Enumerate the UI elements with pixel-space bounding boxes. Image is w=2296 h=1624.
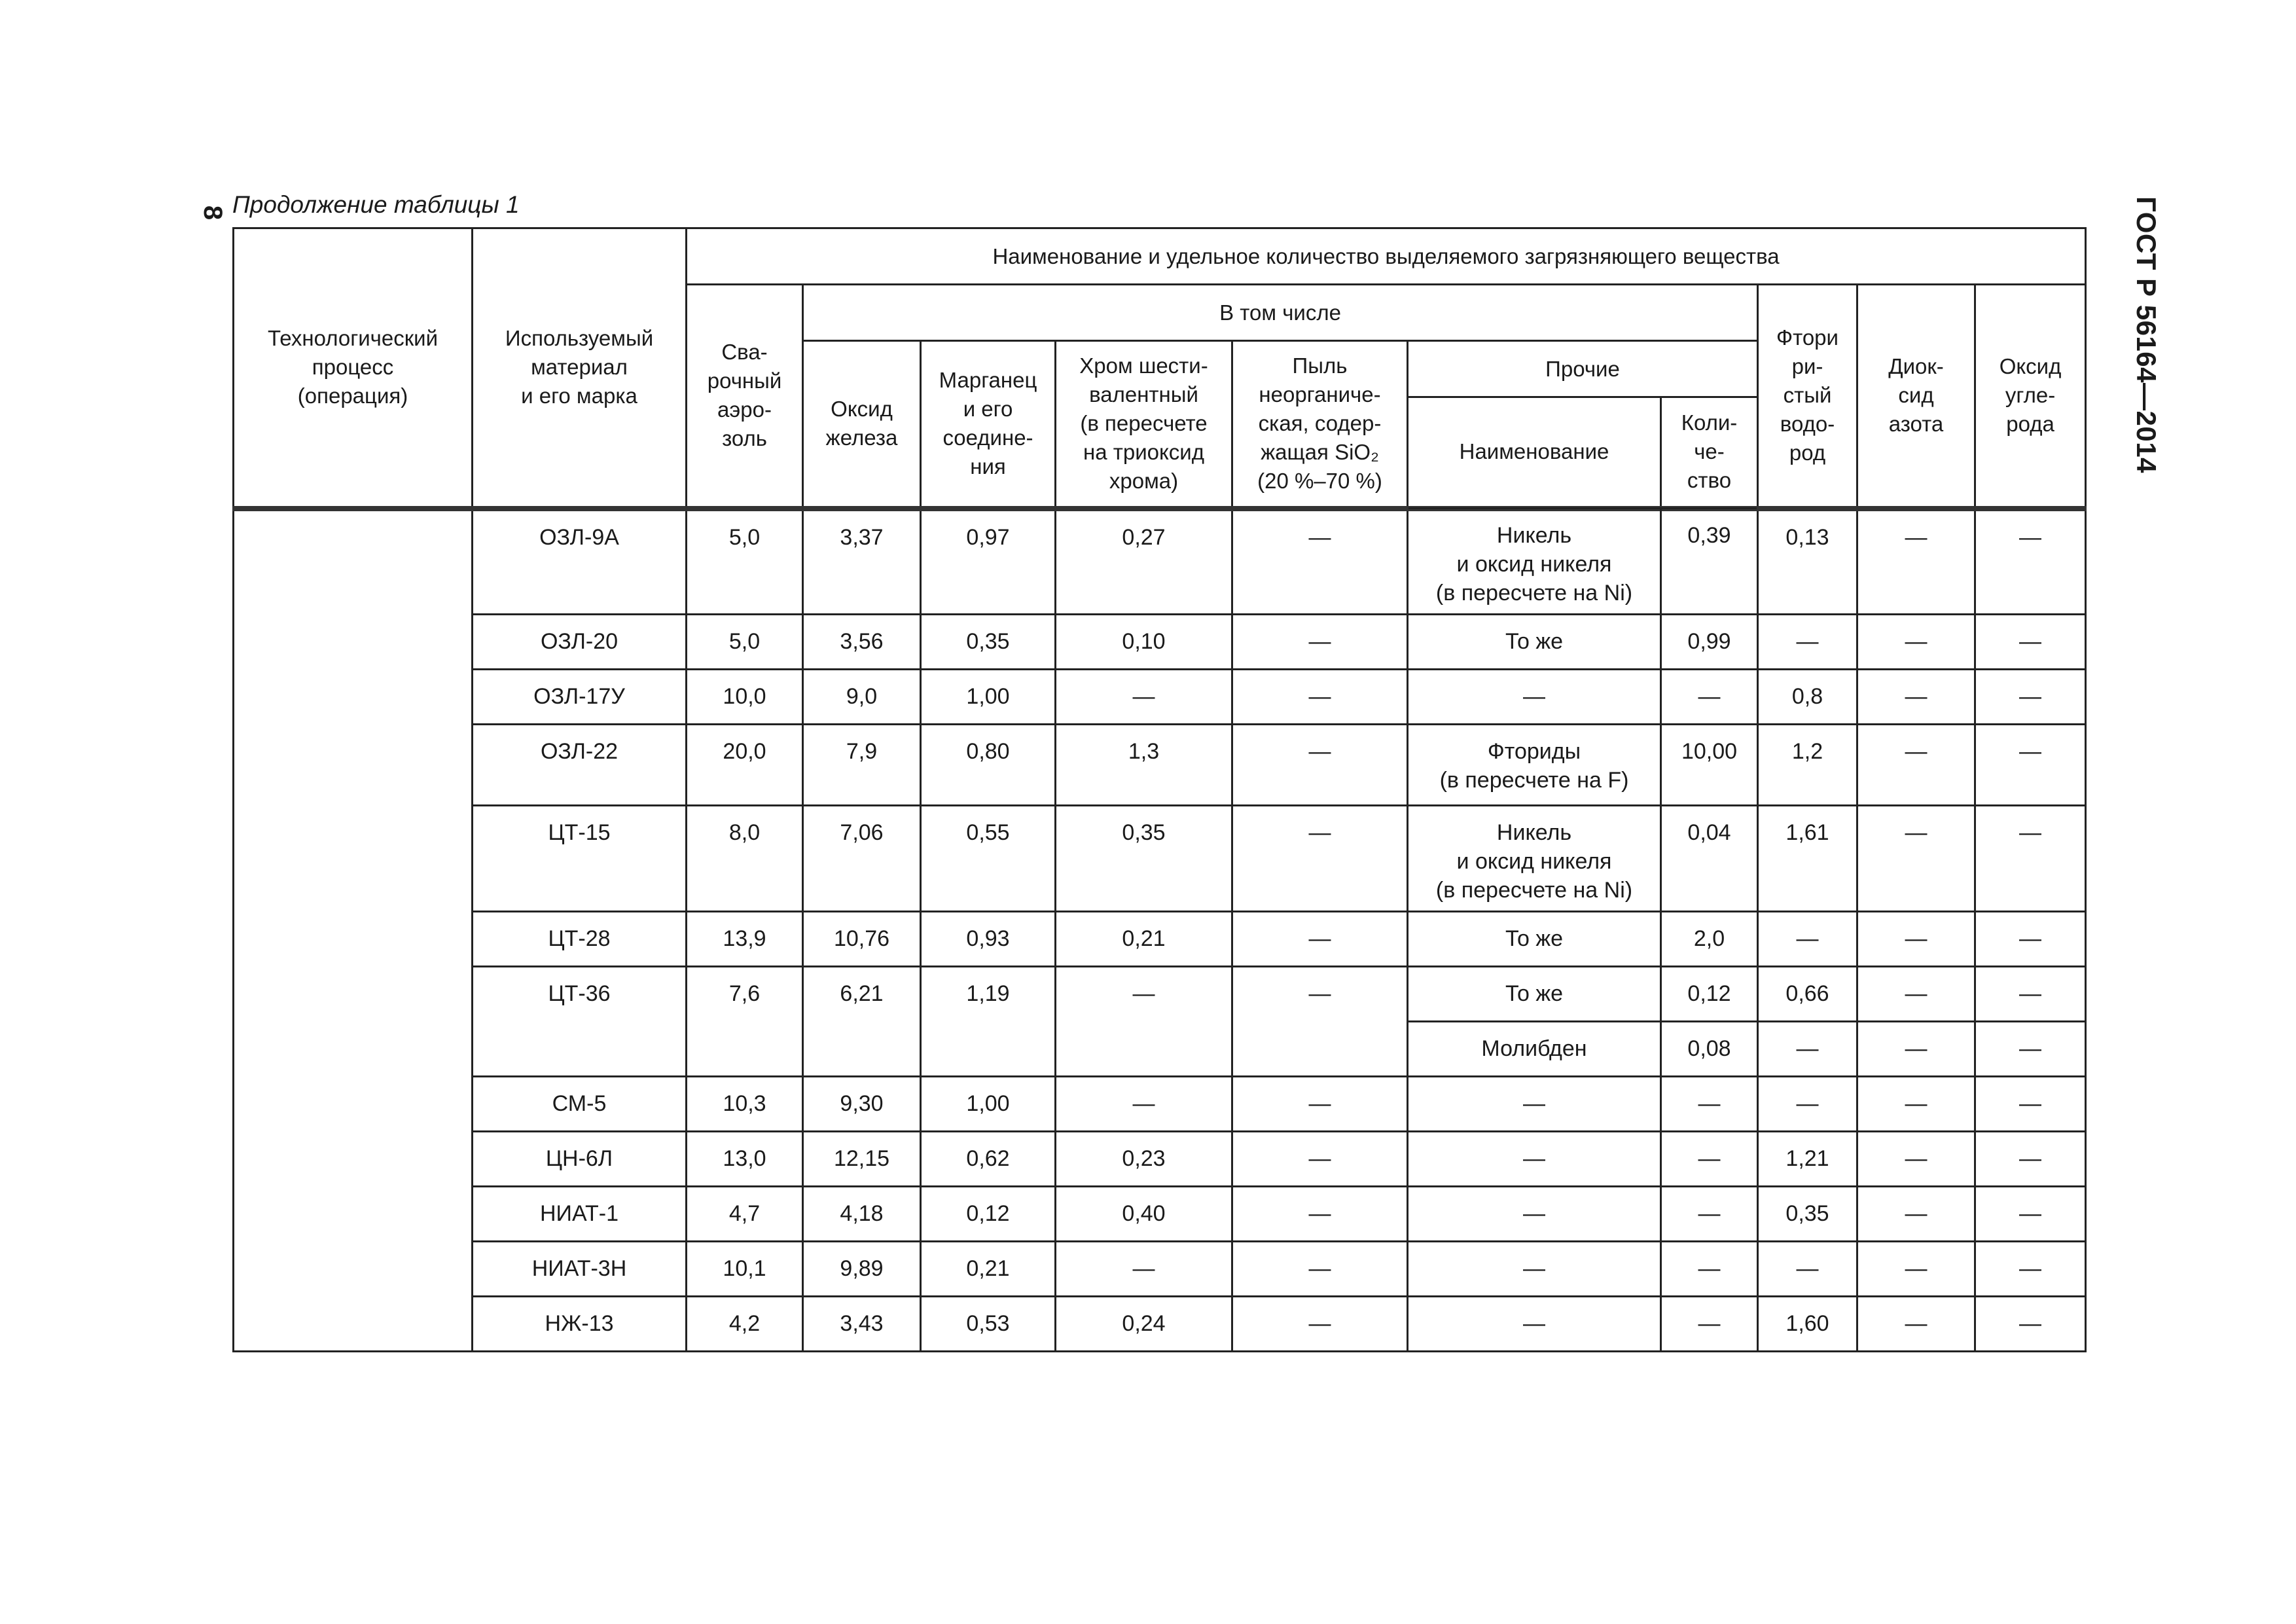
chromium-cell: 0,21 — [1056, 912, 1232, 967]
dust-cell: — — [1232, 615, 1408, 670]
aerosol-cell: 13,0 — [687, 1132, 803, 1187]
page-number: 8 — [198, 205, 227, 221]
manganese-cell: 1,19 — [921, 967, 1056, 1077]
header-other-quantity: Коли- че- ство — [1661, 397, 1758, 509]
chromium-cell: 0,23 — [1056, 1132, 1232, 1187]
hydrogen-fluoride-cell: — — [1758, 1242, 1857, 1297]
nitrogen-dioxide-cell: — — [1857, 806, 1975, 912]
header-other-name: Наименование — [1408, 397, 1661, 509]
header-manganese: Марганец и его соедине- ния — [921, 341, 1056, 509]
manganese-cell: 0,97 — [921, 509, 1056, 615]
chromium-cell: 0,35 — [1056, 806, 1232, 912]
manganese-cell: 0,62 — [921, 1132, 1056, 1187]
manganese-cell: 0,35 — [921, 615, 1056, 670]
aerosol-cell: 10,1 — [687, 1242, 803, 1297]
dust-cell: — — [1232, 670, 1408, 725]
other-quantity-cell: 10,00 — [1661, 725, 1758, 806]
iron-oxide-cell: 3,43 — [803, 1297, 921, 1352]
carbon-oxide-cell: — — [1975, 509, 2086, 615]
other-name-cell: — — [1408, 1297, 1661, 1352]
carbon-oxide-cell: — — [1975, 725, 2086, 806]
hydrogen-fluoride-cell: — — [1758, 1077, 1857, 1132]
aerosol-cell: 13,9 — [687, 912, 803, 967]
manganese-cell: 1,00 — [921, 670, 1056, 725]
other-quantity-cell: 0,04 — [1661, 806, 1758, 912]
header-hydrogen-fluoride: Фтори ри- стый водо- род — [1758, 285, 1857, 509]
iron-oxide-cell: 7,9 — [803, 725, 921, 806]
hydrogen-fluoride-cell: 1,61 — [1758, 806, 1857, 912]
table-header — [234, 228, 2086, 509]
header-nitrogen-dioxide: Диок- сид азота — [1857, 285, 1975, 509]
other-name-cell: — — [1408, 1242, 1661, 1297]
other-name-cell: Никель и оксид никеля (в пересчете на Ni) — [1408, 509, 1661, 615]
carbon-oxide-cell: — — [1975, 912, 2086, 967]
material-cell: НИАТ-1 — [473, 1187, 687, 1242]
chromium-cell: — — [1056, 967, 1232, 1077]
chromium-cell: — — [1056, 670, 1232, 725]
process-cell — [234, 509, 473, 1352]
header-carbon-oxide: Оксид угле- рода — [1975, 285, 2086, 509]
table-row — [234, 967, 2086, 1022]
iron-oxide-cell: 4,18 — [803, 1187, 921, 1242]
iron-oxide-cell: 9,30 — [803, 1077, 921, 1132]
aerosol-cell: 10,3 — [687, 1077, 803, 1132]
dust-cell: — — [1232, 806, 1408, 912]
nitrogen-dioxide-cell: — — [1857, 1022, 1975, 1077]
table-row — [234, 912, 2086, 967]
chromium-cell: 0,40 — [1056, 1187, 1232, 1242]
other-name-cell: — — [1408, 1132, 1661, 1187]
dust-cell: — — [1232, 912, 1408, 967]
header-process: Технологический процесс (операция) — [234, 228, 473, 509]
hydrogen-fluoride-cell: 0,13 — [1758, 509, 1857, 615]
material-cell: НЖ-13 — [473, 1297, 687, 1352]
table-row — [234, 1297, 2086, 1352]
other-name-cell: Молибден — [1408, 1022, 1661, 1077]
manganese-cell: 0,53 — [921, 1297, 1056, 1352]
chromium-cell: 0,27 — [1056, 509, 1232, 615]
other-quantity-cell: — — [1661, 1132, 1758, 1187]
carbon-oxide-cell: — — [1975, 1297, 2086, 1352]
material-cell: ЦТ-36 — [473, 967, 687, 1077]
nitrogen-dioxide-cell: — — [1857, 670, 1975, 725]
header-chromium: Хром шести- валентный (в пересчете на триоксид хрома) — [1056, 341, 1232, 509]
table-row — [234, 509, 2086, 615]
material-cell: ОЗЛ-22 — [473, 725, 687, 806]
other-name-cell: То же — [1408, 615, 1661, 670]
carbon-oxide-cell: — — [1975, 1187, 2086, 1242]
aerosol-cell: 7,6 — [687, 967, 803, 1077]
carbon-oxide-cell: — — [1975, 1242, 2086, 1297]
dust-cell: — — [1232, 1242, 1408, 1297]
hydrogen-fluoride-cell: — — [1758, 912, 1857, 967]
other-quantity-cell: — — [1661, 1242, 1758, 1297]
table-row — [234, 806, 2086, 912]
chromium-cell: — — [1056, 1077, 1232, 1132]
nitrogen-dioxide-cell: — — [1857, 912, 1975, 967]
carbon-oxide-cell: — — [1975, 806, 2086, 912]
aerosol-cell: 20,0 — [687, 725, 803, 806]
hydrogen-fluoride-cell: — — [1758, 1022, 1857, 1077]
hydrogen-fluoride-cell: 1,21 — [1758, 1132, 1857, 1187]
table-body — [234, 509, 2086, 1352]
chromium-cell: — — [1056, 1242, 1232, 1297]
other-quantity-cell: 0,99 — [1661, 615, 1758, 670]
nitrogen-dioxide-cell: — — [1857, 1187, 1975, 1242]
table-row — [234, 1077, 2086, 1132]
dust-cell: — — [1232, 1297, 1408, 1352]
hydrogen-fluoride-cell: 1,2 — [1758, 725, 1857, 806]
other-quantity-cell: — — [1661, 670, 1758, 725]
table-row — [234, 725, 2086, 806]
other-quantity-cell: 0,08 — [1661, 1022, 1758, 1077]
header-including: В том числе — [803, 285, 1758, 341]
chromium-cell: 0,10 — [1056, 615, 1232, 670]
iron-oxide-cell: 9,89 — [803, 1242, 921, 1297]
material-cell: ОЗЛ-9А — [473, 509, 687, 615]
dust-cell: — — [1232, 1132, 1408, 1187]
aerosol-cell: 5,0 — [687, 509, 803, 615]
hydrogen-fluoride-cell: — — [1758, 615, 1857, 670]
chromium-cell: 0,24 — [1056, 1297, 1232, 1352]
manganese-cell: 0,12 — [921, 1187, 1056, 1242]
other-quantity-cell: — — [1661, 1187, 1758, 1242]
iron-oxide-cell: 3,37 — [803, 509, 921, 615]
other-quantity-cell: — — [1661, 1297, 1758, 1352]
dust-cell: — — [1232, 1187, 1408, 1242]
header-other: Прочие — [1408, 341, 1758, 397]
carbon-oxide-cell: — — [1975, 967, 2086, 1022]
dust-cell: — — [1232, 725, 1408, 806]
other-quantity-cell: — — [1661, 1077, 1758, 1132]
iron-oxide-cell: 9,0 — [803, 670, 921, 725]
hydrogen-fluoride-cell: 0,35 — [1758, 1187, 1857, 1242]
table-row — [234, 1242, 2086, 1297]
nitrogen-dioxide-cell: — — [1857, 1242, 1975, 1297]
other-name-cell: То же — [1408, 967, 1661, 1022]
nitrogen-dioxide-cell: — — [1857, 967, 1975, 1022]
table-caption: Продолжение таблицы 1 — [232, 191, 520, 218]
document-code: ГОСТ Р 56164—2014 — [2131, 196, 2162, 473]
header-aerosol: Сва- рочный аэро- золь — [687, 285, 803, 509]
other-quantity-cell: 2,0 — [1661, 912, 1758, 967]
other-name-cell: То же — [1408, 912, 1661, 967]
material-cell: ЦТ-28 — [473, 912, 687, 967]
material-cell: НИАТ-3Н — [473, 1242, 687, 1297]
aerosol-cell: 10,0 — [687, 670, 803, 725]
nitrogen-dioxide-cell: — — [1857, 1077, 1975, 1132]
nitrogen-dioxide-cell: — — [1857, 725, 1975, 806]
iron-oxide-cell: 7,06 — [803, 806, 921, 912]
header-material: Используемый материал и его марка — [473, 228, 687, 509]
material-cell: СМ-5 — [473, 1077, 687, 1132]
emissions-table — [232, 227, 2087, 1352]
carbon-oxide-cell: — — [1975, 615, 2086, 670]
dust-cell: — — [1232, 967, 1408, 1077]
material-cell: ОЗЛ-20 — [473, 615, 687, 670]
aerosol-cell: 4,2 — [687, 1297, 803, 1352]
other-name-cell: — — [1408, 1077, 1661, 1132]
table-row — [234, 1132, 2086, 1187]
carbon-oxide-cell: — — [1975, 1077, 2086, 1132]
header-iron-oxide: Оксид железа — [803, 341, 921, 509]
hydrogen-fluoride-cell: 1,60 — [1758, 1297, 1857, 1352]
manganese-cell: 0,80 — [921, 725, 1056, 806]
material-cell: ОЗЛ-17У — [473, 670, 687, 725]
dust-cell: — — [1232, 1077, 1408, 1132]
table-row — [234, 615, 2086, 670]
manganese-cell: 0,93 — [921, 912, 1056, 967]
nitrogen-dioxide-cell: — — [1857, 509, 1975, 615]
iron-oxide-cell: 6,21 — [803, 967, 921, 1077]
nitrogen-dioxide-cell: — — [1857, 1297, 1975, 1352]
dust-cell: — — [1232, 509, 1408, 615]
manganese-cell: 1,00 — [921, 1077, 1056, 1132]
other-name-cell: — — [1408, 670, 1661, 725]
carbon-oxide-cell: — — [1975, 670, 2086, 725]
header-dust: Пыль неорганиче- ская, содер- жащая SiO₂ (20 %–70 %) — [1232, 341, 1408, 509]
nitrogen-dioxide-cell: — — [1857, 1132, 1975, 1187]
table-row — [234, 670, 2086, 725]
hydrogen-fluoride-cell: 0,66 — [1758, 967, 1857, 1022]
other-name-cell: Фториды (в пересчете на F) — [1408, 725, 1661, 806]
other-quantity-cell: 0,12 — [1661, 967, 1758, 1022]
other-quantity-cell: 0,39 — [1661, 509, 1758, 615]
aerosol-cell: 8,0 — [687, 806, 803, 912]
iron-oxide-cell: 12,15 — [803, 1132, 921, 1187]
other-name-cell: — — [1408, 1187, 1661, 1242]
iron-oxide-cell: 10,76 — [803, 912, 921, 967]
table-row — [234, 1187, 2086, 1242]
chromium-cell: 1,3 — [1056, 725, 1232, 806]
aerosol-cell: 4,7 — [687, 1187, 803, 1242]
carbon-oxide-cell: — — [1975, 1022, 2086, 1077]
material-cell: ЦН-6Л — [473, 1132, 687, 1187]
hydrogen-fluoride-cell: 0,8 — [1758, 670, 1857, 725]
manganese-cell: 0,21 — [921, 1242, 1056, 1297]
nitrogen-dioxide-cell: — — [1857, 615, 1975, 670]
iron-oxide-cell: 3,56 — [803, 615, 921, 670]
header-pollutant-group: Наименование и удельное количество выделяемого загрязняющего вещества — [687, 228, 2086, 285]
material-cell: ЦТ-15 — [473, 806, 687, 912]
carbon-oxide-cell: — — [1975, 1132, 2086, 1187]
aerosol-cell: 5,0 — [687, 615, 803, 670]
other-name-cell: Никель и оксид никеля (в пересчете на Ni) — [1408, 806, 1661, 912]
manganese-cell: 0,55 — [921, 806, 1056, 912]
